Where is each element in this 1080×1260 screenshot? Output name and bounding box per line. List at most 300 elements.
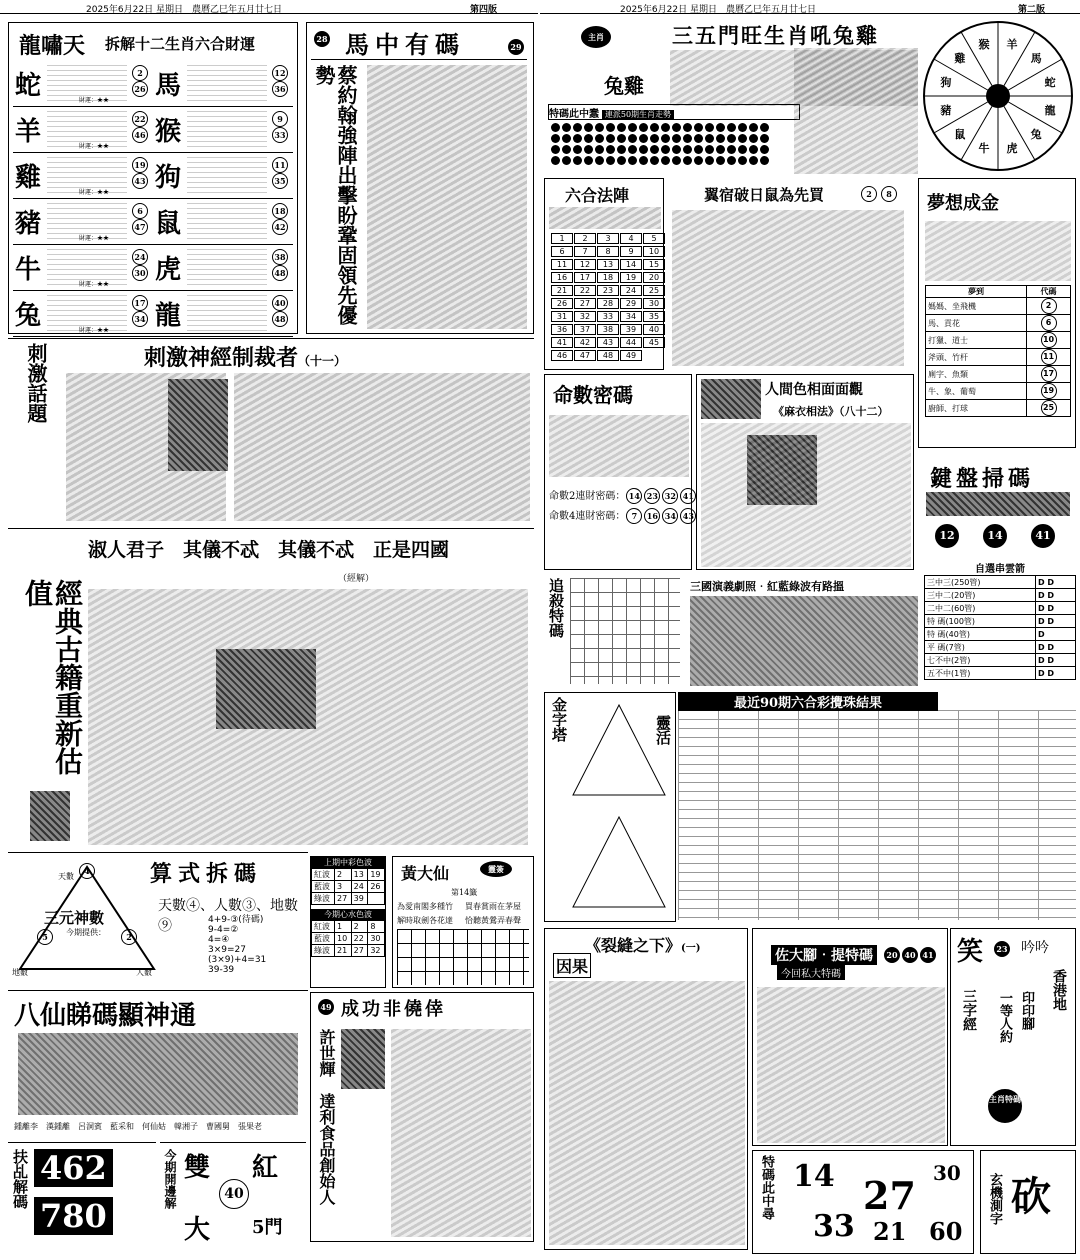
liuhe-cell: 47	[574, 350, 596, 361]
liuhe-cell: 7	[574, 246, 596, 257]
dot-mark	[562, 123, 571, 132]
jianpan-keyboard	[926, 492, 1070, 516]
colorwave-cell: 紅波	[312, 869, 335, 881]
tema-label: 特碼此中尋	[759, 1155, 774, 1220]
liuhe-cell: 43	[597, 337, 619, 348]
zodiac-num: 12	[272, 65, 288, 81]
dot-mark	[661, 156, 670, 165]
colorwave-cell: 3	[335, 881, 352, 893]
mingshu-line2	[549, 507, 697, 524]
zodiac-sign-left: 羊	[15, 117, 42, 147]
dream-item: 廚師、打球	[926, 400, 1027, 417]
results-section	[678, 692, 1076, 922]
dream-head-row	[926, 286, 1071, 298]
mingshu-line1	[549, 487, 697, 504]
xiao-mid2: 一等人約	[997, 991, 1012, 1043]
dot-mark	[749, 123, 758, 132]
sanwu-tm-bar	[548, 104, 800, 120]
mingshu-num: 7	[626, 508, 642, 524]
liefeng-part: (一)	[681, 943, 701, 954]
dot-mark	[573, 156, 582, 165]
liuhe-text	[549, 207, 661, 229]
liuhe-cell: 38	[597, 324, 619, 335]
wheel-animal: 蛇	[1044, 76, 1056, 90]
stimulus-text-block-2	[234, 373, 530, 521]
dot-mark	[584, 156, 593, 165]
liuhe-cell: 48	[597, 350, 619, 361]
zodiac-num: 30	[132, 265, 148, 281]
fuji-number-1: 462	[34, 1149, 113, 1187]
liuhe-row	[551, 311, 661, 324]
mingshu-num: 14	[626, 488, 642, 504]
shuang-char-3: 40	[219, 1179, 249, 1209]
liuhe-cell: 5	[643, 233, 665, 244]
zodiac-sign-left: 豬	[15, 209, 42, 239]
wheel-animal: 兔	[1030, 128, 1042, 142]
dream-code-cell	[1027, 315, 1071, 332]
classic-illustration	[216, 649, 316, 729]
shuang-label: 今期開邊解	[163, 1149, 177, 1209]
zodiac-title: 龍嘯天	[19, 33, 86, 59]
jinzi-box	[544, 692, 676, 922]
dot-mark	[749, 156, 758, 165]
right-header-date: 2025年6月22日 星期日 農曆乙巳年五月廿七日	[620, 5, 816, 15]
colorwave-cell: 藍波	[312, 933, 335, 945]
stimulus-title-text: 刺激神經制裁者	[144, 345, 299, 371]
dream-row	[926, 349, 1071, 366]
zixuan-row	[925, 654, 1076, 667]
success-badge: 49	[318, 999, 334, 1015]
dream-code-cell	[1027, 298, 1071, 315]
zixuan-label: 特 碼(40管)	[925, 628, 1036, 641]
dot-mark	[727, 134, 736, 143]
liuhe-cell: 8	[597, 246, 619, 257]
zodiac-wealth: 財運：★★	[79, 143, 110, 150]
mingshu-body	[549, 415, 689, 477]
mingshu-nums-2	[625, 511, 697, 522]
xiao-badge: 23	[994, 941, 1010, 957]
formula-line: (3×9)+4=31	[208, 955, 267, 965]
zixuan-picks: D	[1036, 628, 1076, 641]
liuhe-cell: 11	[551, 259, 573, 270]
colorwave-cell: 39	[351, 893, 368, 905]
zodiac-wheel	[918, 16, 1078, 176]
colorwave-row	[312, 933, 385, 945]
tema-num-3: 33	[813, 1209, 855, 1244]
success-photo	[341, 1029, 385, 1089]
dot-mark	[573, 145, 582, 154]
liuhe-row	[551, 272, 661, 285]
zodiac-row	[13, 245, 293, 291]
jiaoma-num-3: 41	[920, 947, 936, 963]
baxian-names: 鍾離李 漢鍾離 呂洞賓 藍采和 何仙姑 韓湘子 曹國舅 張果老	[14, 1122, 262, 1131]
dream-code: 17	[1041, 366, 1057, 382]
zodiac-text-right	[187, 249, 267, 285]
liuhe-cell: 30	[643, 298, 665, 309]
sanguo-section	[690, 578, 918, 688]
dot-mark	[650, 123, 659, 132]
colorwave-cell: 紅波	[312, 921, 335, 933]
colorwave-title: 上期中彩色波	[311, 857, 385, 868]
zodiac-num: 46	[132, 127, 148, 143]
dot-mark	[628, 145, 637, 154]
dot-mark	[617, 123, 626, 132]
colorwave-cell: 21	[335, 945, 352, 957]
zodiac-sign-left: 蛇	[15, 71, 42, 101]
dream-row	[926, 332, 1071, 349]
zodiac-nums-left	[131, 249, 149, 281]
zodiac-sign-mid: 鼠	[155, 209, 182, 239]
zodiac-num: 43	[132, 173, 148, 189]
dream-box	[918, 178, 1076, 448]
dot-mark	[617, 145, 626, 154]
dream-code: 25	[1041, 400, 1057, 416]
xiao-side: 吟吟	[1021, 940, 1049, 956]
colorwave-row	[312, 945, 385, 957]
dream-code-cell	[1027, 383, 1071, 400]
dot-mark	[716, 145, 725, 154]
dot-mark	[639, 156, 648, 165]
colorwave-cell: 26	[368, 881, 385, 893]
zodiac-num: 17	[132, 295, 148, 311]
dot-mark	[606, 134, 615, 143]
dot-mark	[650, 156, 659, 165]
yixiu-section	[668, 178, 908, 370]
liuhe-cell: 37	[574, 324, 596, 335]
dream-head-right: 代碼	[1027, 286, 1071, 298]
jianpan-num-2: 14	[983, 524, 1007, 548]
zixuan-picks: D D	[1036, 602, 1076, 615]
success-vertical: 許世輝 達利食品創始人	[317, 1029, 336, 1205]
dot-mark	[705, 123, 714, 132]
tema-section	[752, 1150, 974, 1254]
zodiac-num: 42	[272, 219, 288, 235]
formula-line: 4=④	[208, 935, 230, 945]
wheel-hub	[986, 84, 1010, 108]
zhuisha-title: 追殺特碼	[547, 578, 565, 638]
zodiac-row	[13, 107, 293, 153]
zodiac-sign-left: 雞	[15, 163, 42, 193]
zixuan-label: 五不中(1管)	[925, 667, 1036, 680]
dream-item: 媽媽、坐飛機	[926, 298, 1027, 315]
dream-row	[926, 315, 1071, 332]
huangdaxian-box	[392, 856, 534, 988]
sanguo-pictures	[690, 596, 918, 686]
zodiac-num: 6	[132, 203, 148, 219]
jinzi-title: 金字塔	[550, 697, 568, 742]
liuhe-cell: 40	[643, 324, 665, 335]
dot-mark	[584, 123, 593, 132]
dot-mark	[716, 156, 725, 165]
zhuisha-section	[544, 574, 684, 688]
zixuan-table	[924, 575, 1076, 680]
zixuan-picks: D D	[1036, 589, 1076, 602]
classic-banner: 淑人君子 其儀不忒 其儀不忒 正是四國	[88, 539, 450, 561]
zodiac-row	[13, 199, 293, 245]
jianpan-title: 鍵盤掃碼	[930, 466, 1035, 492]
dream-item: 馬、貢花	[926, 315, 1027, 332]
tema-num-4: 21	[873, 1217, 907, 1246]
dot-row	[550, 122, 800, 133]
liuhe-cell: 34	[620, 311, 642, 322]
liuhe-cell: 6	[551, 246, 573, 257]
dot-mark	[683, 145, 692, 154]
formula-lines	[208, 915, 266, 975]
formula-corner-right: 2	[121, 929, 137, 945]
zodiac-sign-mid: 馬	[155, 71, 182, 101]
tema-num-2: 27	[863, 1173, 916, 1218]
right-header	[540, 2, 1080, 14]
sanwu-title: 三五門旺生肖吼兔雞	[672, 23, 879, 48]
renjian-sub-text: 《麻衣相法》	[773, 405, 839, 418]
jianpan-section	[920, 452, 1076, 556]
dot-mark	[606, 123, 615, 132]
zodiac-text-right	[187, 65, 267, 101]
colorwave-cell: 綠波	[312, 893, 335, 905]
xiao-title: 笑	[957, 937, 984, 967]
liefeng-body	[549, 981, 745, 1245]
liuhe-cell: 17	[574, 272, 596, 283]
zodiac-num: 47	[132, 219, 148, 235]
dot-mark	[738, 134, 747, 143]
liuhe-cell: 24	[620, 285, 642, 296]
zodiac-num: 40	[272, 295, 288, 311]
zodiac-num: 35	[272, 173, 288, 189]
wheel-animal: 豬	[940, 103, 952, 117]
liuhe-cell: 13	[597, 259, 619, 270]
zodiac-num: 9	[272, 111, 288, 127]
left-header-date: 2025年6月22日 星期日 農曆乙巳年五月廿七日	[86, 5, 282, 15]
dot-mark	[683, 156, 692, 165]
dream-row	[926, 400, 1071, 417]
dot-mark	[606, 145, 615, 154]
mingshu-nums-1	[625, 491, 697, 502]
stimulus-side-label: 刺激話題	[24, 343, 48, 423]
colorwave-cell: 19	[368, 869, 385, 881]
jinzi-side: 靈活	[654, 715, 672, 745]
dream-title: 夢想成金	[927, 193, 999, 214]
liuhe-row	[551, 233, 661, 246]
liuhe-cell: 23	[597, 285, 619, 296]
wheel-animal: 馬	[1030, 51, 1042, 65]
dot-mark	[595, 145, 604, 154]
liuhe-cell: 14	[620, 259, 642, 270]
dot-mark	[727, 156, 736, 165]
liuhe-cell: 1	[551, 233, 573, 244]
left-header-page: 第四版	[470, 5, 498, 15]
liuhe-row	[551, 350, 661, 363]
success-body	[391, 1029, 531, 1237]
colorwave-cell: 24	[351, 881, 368, 893]
hdx-line3: 買春賞雨在茅屋	[465, 902, 521, 911]
liuhe-row	[551, 337, 661, 350]
dot-mark	[628, 134, 637, 143]
fuji-label: 扶乩解碼	[11, 1149, 29, 1209]
colorwave-table-next	[311, 920, 385, 957]
dream-code: 6	[1041, 315, 1057, 331]
dot-mark	[595, 123, 604, 132]
liuhe-cell: 31	[551, 311, 573, 322]
right-page	[540, 0, 1080, 1260]
dot-mark	[595, 156, 604, 165]
dot-mark	[584, 145, 593, 154]
zodiac-num: 33	[272, 127, 288, 143]
colorwave-box	[310, 856, 386, 988]
sanwu-tm-sub: 連派50期生肖走勢	[602, 110, 674, 119]
formula-line: 4+9-③(待碼)	[208, 915, 264, 925]
colorwave-table-prev	[311, 868, 385, 905]
mingshu-line2-label: 命數4連財密碼：	[549, 511, 626, 522]
yixiu-body	[672, 210, 904, 366]
renjian-title: 人間色相面面觀	[765, 382, 863, 398]
dot-mark	[672, 123, 681, 132]
zixuan-label: 三中二(20管)	[925, 589, 1036, 602]
renjian-sub	[773, 403, 889, 419]
dot-mark	[562, 156, 571, 165]
colorwave-cell: 27	[351, 945, 368, 957]
dream-item: 牛、象、葡萄	[926, 383, 1027, 400]
xiao-col-1: 三字經	[961, 989, 977, 1031]
formula-center-sub: 今期提供：	[66, 928, 106, 937]
zodiac-nums-left	[131, 157, 149, 189]
zodiac-text-right	[187, 203, 267, 239]
dot-mark	[573, 123, 582, 132]
dot-mark	[738, 123, 747, 132]
horse-box	[306, 22, 534, 334]
dream-row	[926, 298, 1071, 315]
renjian-portraits	[701, 379, 761, 419]
zixuan-row	[925, 576, 1076, 589]
zodiac-num: 38	[272, 249, 288, 265]
zodiac-wealth: 財運：★★	[79, 235, 110, 242]
dot-mark	[760, 123, 769, 132]
renjian-box	[696, 374, 914, 570]
dot-mark	[551, 134, 560, 143]
jinzi-pyramids	[569, 699, 669, 919]
colorwave-row	[312, 893, 385, 905]
jianpan-num-3: 41	[1031, 524, 1055, 548]
classic-side-label: 經典古籍重新估值	[21, 579, 84, 775]
hdx-line1: 為愛南閣多種竹	[397, 902, 453, 911]
dot-mark	[716, 134, 725, 143]
liuhe-title: 六合法陣	[565, 186, 630, 205]
dot-mark	[727, 123, 736, 132]
dot-mark	[551, 145, 560, 154]
dot-mark	[617, 156, 626, 165]
zodiac-row	[13, 291, 293, 337]
liuhe-cell: 10	[643, 246, 665, 257]
hdx-sub: 第14籤	[451, 888, 478, 897]
liefeng-title	[585, 933, 700, 956]
dot-mark	[694, 134, 703, 143]
dot-mark	[672, 134, 681, 143]
mingshu-num: 16	[644, 508, 660, 524]
mingshu-num: 41	[680, 488, 696, 504]
liuhe-cell: 20	[643, 272, 665, 283]
dot-mark	[661, 134, 670, 143]
dream-code-cell	[1027, 366, 1071, 383]
dream-row	[926, 366, 1071, 383]
colorwave-cell: 綠波	[312, 945, 335, 957]
dream-item: 斧頭、竹杆	[926, 349, 1027, 366]
zixuan-row	[925, 615, 1076, 628]
jiaoma-body	[757, 987, 945, 1143]
fuji-section	[8, 1142, 156, 1254]
liuhe-row	[551, 285, 661, 298]
dream-head-left: 夢到	[926, 286, 1027, 298]
stimulus-section	[8, 338, 534, 524]
liuhe-cell: 35	[643, 311, 665, 322]
zixuan-title: 自選串雲箭	[975, 564, 1025, 575]
horse-title: 馬中有碼	[345, 30, 465, 59]
liuhe-cell: 28	[597, 298, 619, 309]
colorwave-row	[312, 869, 385, 881]
dot-mark	[705, 156, 714, 165]
xuanji-box	[980, 1150, 1076, 1254]
dot-mark	[694, 145, 703, 154]
dot-mark	[650, 134, 659, 143]
zixuan-label: 七不中(2管)	[925, 654, 1036, 667]
dot-mark	[716, 123, 725, 132]
liuhe-cell: 2	[574, 233, 596, 244]
zodiac-num: 24	[132, 249, 148, 265]
dot-mark	[639, 145, 648, 154]
dot-mark	[749, 145, 758, 154]
yixiu-num-1: 2	[861, 186, 877, 202]
colorwave-title2: 今期心水色波	[311, 909, 385, 920]
xiao-box	[950, 928, 1076, 1146]
dot-mark	[760, 145, 769, 154]
colorwave-cell: 藍波	[312, 881, 335, 893]
formula-label-ren: 人數	[136, 968, 152, 977]
mingshu-num: 34	[662, 508, 678, 524]
zodiac-wealth: 財運：★★	[79, 97, 110, 104]
dot-mark	[727, 145, 736, 154]
zixuan-picks: D D	[1036, 576, 1076, 589]
shuang-char-4: 大	[184, 1215, 211, 1245]
dot-mark	[683, 123, 692, 132]
liuhe-cell: 9	[620, 246, 642, 257]
liuhe-cell: 26	[551, 298, 573, 309]
zodiac-text-right	[187, 157, 267, 193]
zixuan-row	[925, 667, 1076, 680]
colorwave-cell: 8	[368, 921, 385, 933]
zixuan-picks: D D	[1036, 667, 1076, 680]
dream-code: 2	[1041, 298, 1057, 314]
dot-mark	[661, 123, 670, 132]
dot-mark	[749, 134, 758, 143]
zixuan-picks: D D	[1036, 641, 1076, 654]
liuhe-cell: 18	[597, 272, 619, 283]
hdx-badge: 靈簽	[480, 861, 512, 877]
colorwave-cell	[368, 893, 385, 905]
zodiac-num: 36	[272, 81, 288, 97]
zixuan-picks: D D	[1036, 654, 1076, 667]
dream-row	[926, 383, 1071, 400]
formula-title: 算式拆碼	[150, 861, 263, 887]
zixuan-row	[925, 641, 1076, 654]
baxian-section	[8, 990, 308, 1140]
jiaoma-num-1: 20	[884, 947, 900, 963]
dot-mark	[694, 156, 703, 165]
renjian-part: （八十二）	[839, 405, 889, 418]
zodiac-sign-left: 兔	[15, 301, 42, 331]
dream-code: 10	[1041, 332, 1057, 348]
dot-mark	[639, 123, 648, 132]
hdx-symbol-grid	[397, 929, 529, 985]
colorwave-cell: 13	[351, 869, 368, 881]
liefeng-tag: 因果	[553, 953, 591, 978]
